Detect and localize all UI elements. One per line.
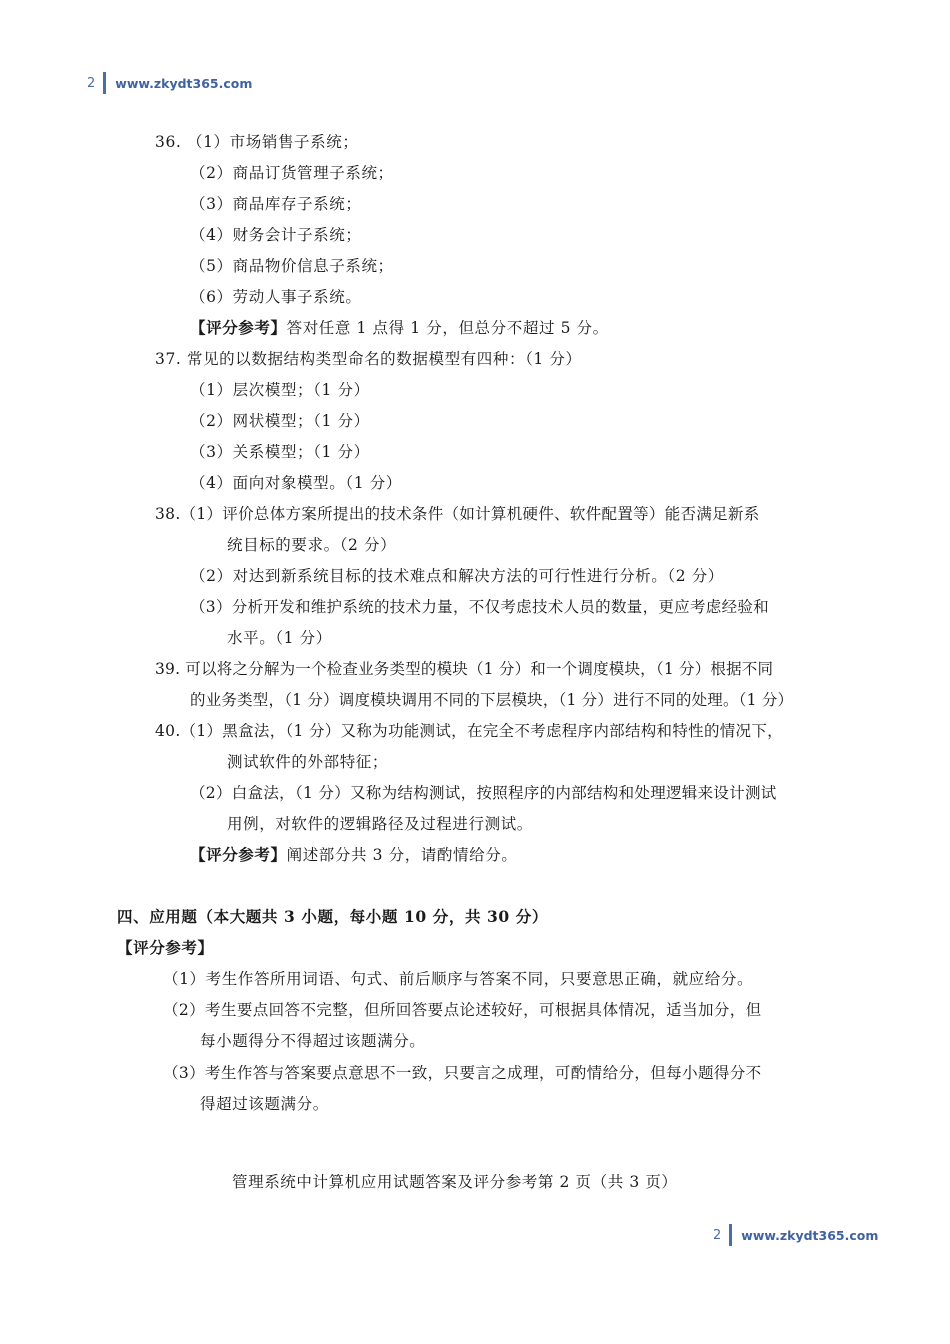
- q36-line-3: （3）商品库存子系统；: [190, 195, 362, 213]
- bottom-page-header: [713, 1224, 878, 1246]
- q37-line-1: 37. 常见的以数据结构类型命名的数据模型有四种：（1 分）: [155, 350, 582, 368]
- section4-line-2: （2）考生要点回答不完整，但所回答要点论述较好，可根据具体情况，适当加分，但: [163, 1001, 762, 1019]
- q37-line-4: （3）关系模型；（1 分）: [190, 443, 370, 461]
- section4-line-3: 每小题得分不得超过该题满分。: [200, 1032, 426, 1050]
- q38-line-3: （2）对达到新系统目标的技术难点和解决方法的可行性进行分析。（2 分）: [190, 567, 724, 585]
- q38-line-4: （3）分析开发和维护系统的技术力量，不仅考虑技术人员的数量，更应考虑经验和: [190, 598, 769, 616]
- section4-score-label: 【评分参考】: [117, 938, 214, 957]
- q37-line-5: （4）面向对象模型。（1 分）: [190, 474, 402, 492]
- q36-line-6: （6）劳动人事子系统。: [190, 288, 362, 306]
- q40-score-note: [190, 845, 517, 865]
- q38-line-1: 38.（1）评价总体方案所提出的技术条件（如计算机硬件、软件配置等）能否满足新系: [155, 505, 760, 523]
- q40-score-label: 【评分参考】: [190, 845, 287, 864]
- section4-line-1: （1）考生作答所用词语、句式、前后顺序与答案不同，只要意思正确，就应给分。: [163, 970, 754, 988]
- bottom-header-url[interactable]: www.zkydt365.com: [741, 1227, 879, 1243]
- q40-line-1: 40.（1）黑盒法，（1 分）又称为功能测试，在完全不考虑程序内部结构和特性的情况下，: [155, 722, 783, 740]
- q37-line-2: （1）层次模型；（1 分）: [190, 381, 370, 399]
- q36-line-4: （4）财务会计子系统；: [190, 226, 362, 244]
- q36-line-1: 36. （1）市场销售子系统；: [155, 133, 359, 151]
- q36-score-note: [190, 318, 609, 338]
- q38-line-2: 统目标的要求。（2 分）: [227, 536, 397, 554]
- q40-line-2: 测试软件的外部特征；: [227, 753, 389, 771]
- section4-line-4: （3）考生作答与答案要点意思不一致，只要言之成理，可酌情给分，但每小题得分不: [163, 1064, 762, 1082]
- q36-line-2: （2）商品订货管理子系统；: [190, 164, 394, 182]
- header-page-number: 2: [87, 75, 96, 91]
- page-header: [87, 72, 252, 94]
- q40-line-4: 用例，对软件的逻辑路径及过程进行测试。: [227, 815, 533, 833]
- q37-line-3: （2）网状模型；（1 分）: [190, 412, 370, 430]
- bottom-header-page-number: 2: [713, 1227, 722, 1243]
- q36-line-5: （5）商品物价信息子系统；: [190, 257, 394, 275]
- bottom-header-divider: [729, 1224, 732, 1246]
- q40-line-3: （2）白盒法，（1 分）又称为结构测试，按照程序的内部结构和处理逻辑来设计测试: [190, 784, 777, 802]
- q40-score-text: 阐述部分共 3 分，请酌情给分。: [286, 846, 518, 864]
- q39-line-2: 的业务类型，（1 分）调度模块调用不同的下层模块，（1 分）进行不同的处理。（1 分）: [190, 691, 794, 709]
- q36-score-text: 答对任意 1 点得 1 分，但总分不超过 5 分。: [286, 319, 609, 337]
- section4-line-5: 得超过该题满分。: [200, 1095, 329, 1113]
- q39-line-1: 39. 可以将之分解为一个检查业务类型的模块（1 分）和一个调度模块，（1 分）根据不同: [155, 660, 774, 678]
- section4-heading: 四、应用题（本大题共 3 小题，每小题 10 分，共 30 分）: [117, 907, 549, 926]
- q36-score-label: 【评分参考】: [190, 318, 287, 337]
- header-divider: [103, 72, 106, 94]
- q38-line-5: 水平。（1 分）: [227, 629, 332, 647]
- header-url[interactable]: www.zkydt365.com: [115, 75, 253, 91]
- page-footer: 管理系统中计算机应用试题答案及评分参考第 2 页（共 3 页）: [232, 1173, 678, 1191]
